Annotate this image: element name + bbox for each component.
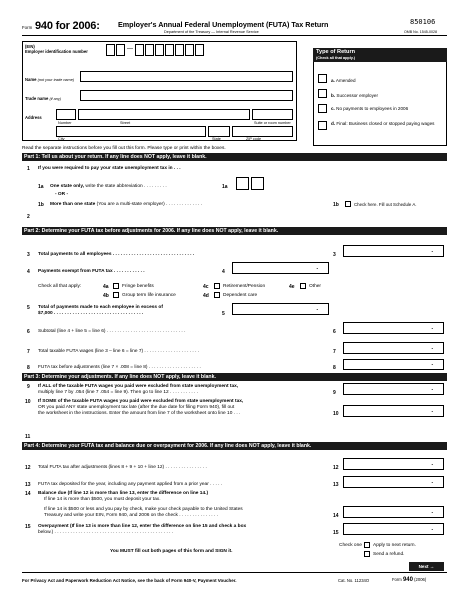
line7-number: 7 [27, 349, 30, 355]
part2-heading: Part 2: Determine your FUTA tax before adjustments for 2006. If any line does NOT apply, leave it blank. [22, 227, 447, 235]
name-input[interactable] [80, 71, 293, 82]
address-label: Address [25, 115, 42, 120]
c4b-label: 4b [103, 293, 109, 299]
c4b-text: Group term life insurance [122, 293, 176, 298]
line10-text-1: If SOME of the taxable FUTA wages you paid were excluded from state unemployment tax, [38, 399, 244, 404]
line9-text-2: multiply line 7 by .054 (line 7 .054 = line 9). Then go to line 12 . . . . . . . . . . . [38, 390, 199, 395]
successor-checkbox[interactable] [318, 89, 327, 98]
state-label: State [212, 137, 221, 141]
no-payments-label: c. No payments to employees in 2006 [331, 106, 409, 111]
line12-amount[interactable]: . [343, 458, 444, 470]
line5-box-label: 5 [222, 311, 225, 317]
line15-box-label: 15 [333, 530, 339, 536]
form-title: Employer's Annual Federal Unemployment (FUTA) Tax Return [118, 20, 329, 29]
line10-text-3: the worksheet in the instructions. Enter the amount from line 7 of the worksheet onto line 10 . . . [38, 411, 241, 416]
header-rule [22, 35, 447, 36]
c4e-label: 4e [289, 284, 295, 290]
dependent-care-checkbox[interactable] [214, 292, 220, 298]
final-label: d. Final: Business closed or stopped paying wages [331, 121, 435, 126]
line1-number: 1 [27, 166, 30, 172]
line5-text-1: Total of payments made to each employee in excess of [38, 305, 163, 310]
zip-input[interactable] [232, 126, 293, 137]
line15-amount[interactable]: . [343, 523, 444, 535]
line6-amount[interactable]: . [343, 322, 444, 334]
footer-rule [22, 572, 447, 573]
line5-text-2: $7,000 . . . . . . . . . . . . . . . . . . . . . . . . . . . . . . . . . . [38, 311, 144, 316]
apply-next-return-label: Apply to next return. [373, 543, 416, 548]
ein-box-9[interactable] [195, 44, 204, 56]
line1-text: If you were required to pay your state unemployment tax in . . . [38, 166, 181, 171]
ein-box-1[interactable] [106, 44, 115, 56]
city-label: City [58, 137, 65, 141]
line12-box-label: 12 [333, 465, 339, 471]
omb-number: OMB No. 1545-0028 [404, 30, 437, 34]
check-one-label: Check one [339, 543, 362, 548]
line4-number: 4 [27, 269, 30, 275]
line6-text: Subtotal (line 4 + line 5 = line 6) . . . . . . . . . . . . . . . . . . . . . . . . . . . . . . [38, 329, 186, 334]
line9-text-1: If ALL of the taxable FUTA wages you paid were excluded from state unemployment tax, [38, 384, 239, 389]
successor-label: b. Successor employer [331, 93, 378, 98]
line1b-check-text: Check here. Fill out Schedule A. [354, 202, 417, 207]
cat-number: Cat. No. 11234O [338, 578, 370, 583]
address-suite-input[interactable] [252, 109, 293, 120]
line5-number: 5 [27, 305, 30, 311]
line1a-box-label: 1a [222, 184, 228, 190]
line1a-text: One state only, write the state abbreviation . . . . . . . . . [50, 184, 167, 189]
ein-sublabel: Employer identification number [25, 49, 88, 54]
line3-box-label: 3 [333, 252, 336, 258]
other-exempt-checkbox[interactable] [300, 283, 306, 289]
sign-notice: You MUST fill out both pages of this form and SIGN it. [110, 549, 233, 554]
type-of-return-header [313, 48, 447, 62]
line12-text: Total FUTA tax after adjustments (lines 8 + 9 + 10 + line 12) . . . . . . . . . . . . . . . . [38, 465, 207, 470]
line15-text-1: Overpayment (If line 13 is more than line 12, enter the difference on line 15 and check a box [38, 524, 247, 529]
line3-number: 3 [27, 252, 30, 258]
line9-amount[interactable]: . [343, 383, 444, 395]
send-refund-label: Send a refund. [373, 552, 405, 557]
name-label: Name (not your trade name) [25, 77, 75, 82]
multi-state-checkbox[interactable] [345, 201, 351, 207]
ein-box-6[interactable] [165, 44, 174, 56]
city-input[interactable] [56, 126, 206, 137]
line4-box-label: 4 [222, 269, 225, 275]
line3-text: Total payments to all employees . . . . . . . . . . . . . . . . . . . . . . . . . . . . . . . [38, 252, 195, 257]
form-number: 940 for 2006: [35, 20, 100, 32]
line8-text: FUTA tax before adjustments (line 7 × .008 = line 8) . . . . . . . . . . . . . . . . . . . . [38, 365, 201, 370]
check-all-label: Check all that apply: [38, 284, 82, 289]
no-payments-checkbox[interactable] [318, 104, 327, 113]
line9-number: 9 [27, 384, 30, 390]
part1-heading: Part 1: Tell us about your return. If any line does NOT apply, leave it blank. [22, 153, 447, 161]
trade-name-label: Trade name (if any) [25, 96, 62, 101]
c4d-text: Dependent care [223, 293, 258, 298]
line11-number: 11 [25, 434, 31, 440]
line8-box-label: 8 [333, 365, 336, 371]
line1b-box-label: 1b [333, 202, 339, 208]
group-term-life-checkbox[interactable] [113, 292, 119, 298]
part4-heading: Part 4: Determine your FUTA tax and balance due or overpayment for 2006. If any line does NOT apply, leave it blank. [22, 442, 447, 450]
line13-text: FUTA tax deposited for the year, including any payment applied from a prior year . . . . . [38, 482, 223, 487]
form-prefix: Form [22, 25, 33, 30]
ein-label: (EIN) [25, 44, 35, 49]
c4c-text: Retirement/Pension [223, 284, 266, 289]
line14-text-4: Treasury and write your EIN, Form 940, and 2006 on the check . . . . . . . . . . . . . . . [44, 513, 218, 518]
line14-text-1: Balance due (If line 12 is more than line 13, enter the difference on line 14.) [38, 491, 209, 496]
line10-amount[interactable]: . [343, 405, 444, 417]
line4-text: Payments exempt from FUTA tax . . . . . . . . . . . . [38, 269, 145, 274]
instructions-line: Read the separate instructions before you fill out this form. Please type or print within the boxes. [22, 146, 226, 151]
apply-next-return-checkbox[interactable] [364, 542, 370, 548]
or-separator: - OR - [55, 192, 69, 197]
next-button[interactable]: Next → [409, 562, 444, 571]
state-input[interactable] [208, 126, 230, 137]
address-number-input[interactable] [56, 109, 76, 120]
part3-heading: Part 3: Determine your adjustments. If any line does NOT apply, leave it blank. [22, 373, 447, 381]
send-refund-checkbox[interactable] [364, 551, 370, 557]
line13-number: 13 [25, 482, 31, 488]
line15-number: 15 [25, 524, 31, 530]
line15-text-2: below.) . . . . . . . . . . . . . . . . . . . . . . . . . . . . . . . . . . . . . . . . . . . . . [38, 530, 174, 535]
c4e-text: Other [309, 284, 321, 289]
ein-box-8[interactable] [185, 44, 194, 56]
line6-number: 6 [27, 329, 30, 335]
line3-amount[interactable]: . [343, 245, 444, 257]
zip-label: ZIP code [246, 137, 262, 141]
c4c-label: 4c [203, 284, 209, 290]
footer-form: Form 940 (2006) [392, 577, 427, 583]
line7-box-label: 7 [333, 349, 336, 355]
line8-number: 8 [27, 365, 30, 371]
line10-number: 10 [25, 399, 31, 405]
line10-text-2: OR you paid ANY state unemployment tax late (after the due date for filing Form 940), fill out [38, 405, 235, 410]
ein-box-7[interactable] [175, 44, 184, 56]
type-of-return-subtitle: (Check all that apply.) [316, 55, 355, 60]
line7-text: Total taxable FUTA wages (line 3 – line 6 = line 7) . . . . . . . . . . . . . . . . . . . . . [38, 349, 200, 354]
ein-box-4[interactable] [145, 44, 154, 56]
line14-text-2: If line 14 is more than $500, you must deposit your tax. [44, 497, 161, 502]
line13-amount[interactable]: . [343, 476, 444, 488]
amended-checkbox[interactable] [318, 74, 327, 83]
line8-amount[interactable]: . [343, 359, 444, 370]
trade-name-input[interactable] [80, 90, 293, 101]
line1b-number: 1b [38, 202, 44, 208]
form-subtitle: Department of the Treasury — Internal Revenue Service [164, 30, 259, 34]
line12-number: 12 [25, 465, 31, 471]
line14-number: 14 [25, 491, 31, 497]
form-code: 850106 [410, 18, 436, 26]
ein-box-3[interactable] [135, 44, 144, 56]
c4a-text: Fringe benefits [122, 284, 154, 289]
type-of-return-title: Type of Return [316, 49, 356, 55]
line9-box-label: 9 [333, 390, 336, 396]
line6-box-label: 6 [333, 329, 336, 335]
line4-amount[interactable]: . [232, 262, 329, 274]
privacy-notice: For Privacy Act and Paperwork Reduction Act Notice, see the back of Form 940-V, Payment Voucher. [22, 578, 237, 583]
ein-box-5[interactable] [155, 44, 164, 56]
suite-label: Suite or room number [254, 121, 291, 125]
line1b-text: More than one state (You are a multi-state employer) . . . . . . . . . . . . . . [50, 202, 203, 207]
line14-text-3: If line 14 is $500 or less and you pay by check, make your check payable to the United States [44, 507, 243, 512]
retirement-pension-checkbox[interactable] [214, 283, 220, 289]
state-abbrev-box-2[interactable] [251, 177, 264, 190]
ein-box-2[interactable] [116, 44, 125, 56]
state-abbrev-box-1[interactable] [236, 177, 249, 190]
ein-dash: — [127, 46, 133, 52]
line7-amount[interactable]: . [343, 342, 444, 354]
line2-number: 2 [27, 214, 30, 220]
street-label: Street [120, 121, 131, 125]
line5-amount[interactable]: . [232, 303, 329, 315]
address-street-input[interactable] [78, 109, 250, 120]
amended-label: a. Amended [331, 78, 356, 83]
fringe-benefits-checkbox[interactable] [113, 283, 119, 289]
line13-box-label: 13 [333, 482, 339, 488]
line10-box-label: 10 [333, 411, 339, 417]
c4d-label: 4d [203, 293, 209, 299]
number-label: Number [58, 121, 72, 125]
form-header [22, 20, 447, 34]
line14-amount[interactable]: . [343, 506, 444, 518]
c4a-label: 4a [103, 284, 109, 290]
line14-box-label: 14 [333, 513, 339, 519]
line1a-number: 1a [38, 184, 44, 190]
final-checkbox[interactable] [318, 121, 327, 130]
